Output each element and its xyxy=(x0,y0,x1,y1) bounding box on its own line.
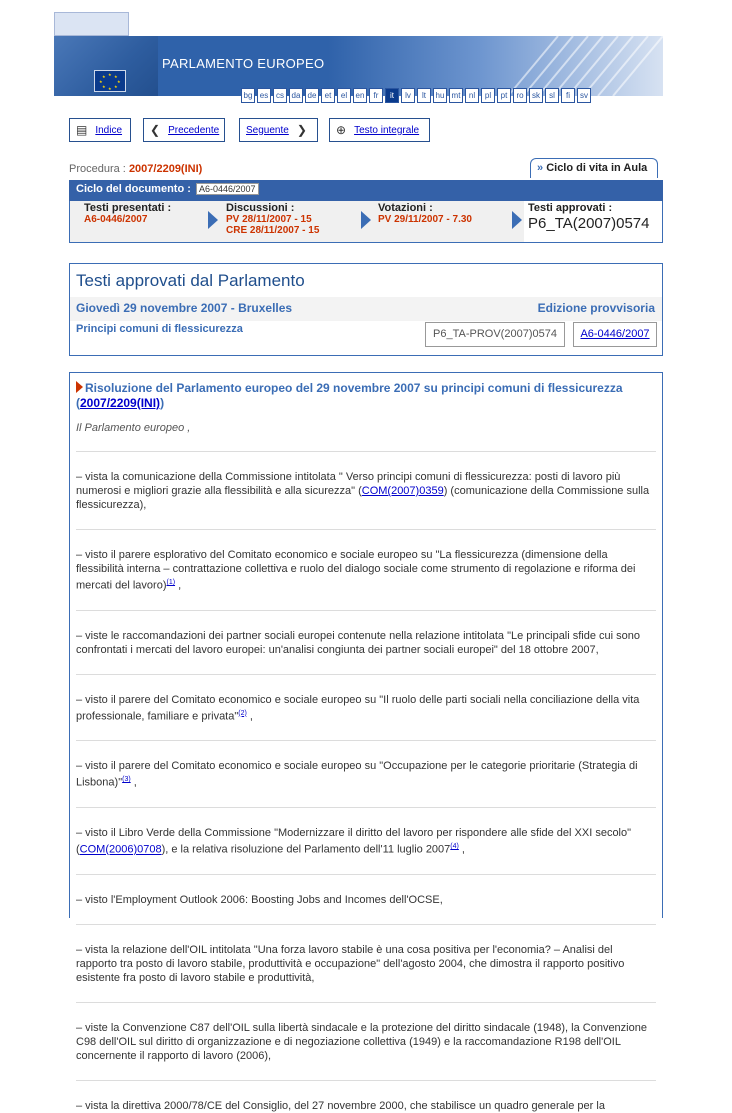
arrow-right-icon xyxy=(208,211,218,229)
arrow-right-icon xyxy=(361,211,371,229)
date-row xyxy=(70,297,662,321)
language-link-lt[interactable]: lt xyxy=(417,88,431,103)
language-link-sk[interactable]: sk xyxy=(529,88,543,103)
com-link[interactable]: COM(2006)0708 xyxy=(79,843,162,856)
recital: – vista la comunicazione della Commissione intitolata " Verso principi comuni di flessicurezza: posti di lavoro più numerosi e migliori grazie alla flessibilità e alla sicurezza" (COM(2007)0359) (comunicazione della Commissione sulla flessicurezza), xyxy=(76,471,650,511)
language-link-da[interactable]: da xyxy=(289,88,303,103)
recital: – viste la Convenzione C87 dell'OIL sulla libertà sindacale e la protezione del diritto sindacale (1948), la Convenzione C98 dell'OIL sul diritto di organizzazione e di negoziazione collettiva (1949) e la raccomandazione R198 dell'OIL concernente il rapporto di lavoro (2006), xyxy=(76,1021,647,1062)
language-link-fi[interactable]: fi xyxy=(561,88,575,103)
double-arrow-icon: » xyxy=(537,162,544,174)
language-link-et[interactable]: et xyxy=(321,88,335,103)
language-link-ro[interactable]: ro xyxy=(513,88,527,103)
divider xyxy=(76,874,656,875)
recital: – visto il parere esplorativo del Comitato economico e sociale europeo su "La flessicurezza (dimensione della flessibilità interna – contrattazione collettiva e ruolo del dialogo sociale come strumento di regolazione e riforma dei mercati del lavoro)$^{(1)}$ , xyxy=(76,549,636,592)
report-ref-link[interactable]: A6-0446/2007 xyxy=(580,328,650,340)
recital: – vista la direttiva 2000/78/CE del Consiglio, del 27 novembre 2000, che stabilisce un quadro generale per la xyxy=(76,1099,605,1112)
edition-label: Edizione provvisoria xyxy=(537,301,655,315)
divider xyxy=(76,924,656,925)
recital: – visto l'Employment Outlook 2006: Boosting Jobs and Incomes dell'OCSE, xyxy=(76,893,443,906)
triangle-right-icon xyxy=(76,381,83,393)
language-link-el[interactable]: el xyxy=(337,88,351,103)
divider xyxy=(76,1080,656,1081)
subject-title: Principi comuni di flessicurezza xyxy=(76,323,243,335)
banner-graphic xyxy=(328,36,663,96)
doc-cycle-value: A6-0446/2007 xyxy=(196,183,259,195)
language-link-mt[interactable]: mt xyxy=(449,88,463,103)
language-link-fr[interactable]: fr xyxy=(369,88,383,103)
stage-link[interactable]: CRE 28/11/2007 - 15 xyxy=(226,225,320,236)
language-link-it[interactable]: it xyxy=(385,88,399,103)
language-link-de[interactable]: de xyxy=(305,88,319,103)
stage-votes: Votazioni : PV 29/11/2007 - 7.30 xyxy=(374,201,512,242)
recital: – viste le raccomandazioni dei partner sociali europei contenute nella relazione intitolata "Le principali sfide cui sono confrontati i mercati del lavoro europei: un'analisi congiunta dei partner sociali europei" del 18 ottobre 2007, xyxy=(76,629,641,656)
index-button[interactable] xyxy=(69,118,131,142)
language-link-hu[interactable]: hu xyxy=(433,88,447,103)
page-title: Testi approvati dal Parlamento xyxy=(76,271,305,290)
divider xyxy=(76,610,656,611)
language-link-en[interactable]: en xyxy=(353,88,367,103)
parliament-logo xyxy=(54,36,158,96)
recital: – visto il parere del Comitato economico e sociale europeo su "Il ruolo delle parti sociali nella conciliazione della vita professionale, familiare e privata"$^{(2)}$ , xyxy=(76,693,640,723)
language-link-lv[interactable]: lv xyxy=(401,88,415,103)
eu-flag-icon: ★ ★ ★ ★ ★ ★ ★ ★ xyxy=(94,70,126,92)
language-link-bg[interactable]: bg xyxy=(241,88,255,103)
procedure-stages xyxy=(69,201,663,243)
language-link-pl[interactable]: pl xyxy=(481,88,495,103)
stage-link[interactable]: PV 29/11/2007 - 7.30 xyxy=(378,214,472,225)
stage-link[interactable]: PV 28/11/2007 - 15 xyxy=(226,214,312,225)
plus-circle-icon: ⊕ xyxy=(336,123,347,137)
com-link[interactable]: COM(2007)0359 xyxy=(361,485,444,497)
next-button[interactable] xyxy=(239,118,318,142)
banner-lines-icon xyxy=(328,36,663,96)
resolution-title: Risoluzione del Parlamento europeo del 29 novembre 2007 su principi comuni di flessicurezza (2007/2209(INI)) xyxy=(76,381,623,410)
report-ref-box xyxy=(573,322,657,347)
language-bar xyxy=(241,88,665,105)
chevron-right-icon: ❯ xyxy=(296,123,307,137)
stage-link[interactable]: A6-0446/2007 xyxy=(84,214,148,225)
doc-cycle-bar: Ciclo del documento : A6-0446/2007 xyxy=(69,180,663,201)
divider xyxy=(76,529,656,530)
stage-debates: Discussioni : PV 28/11/2007 - 15 CRE 28/11/2007 - 15 xyxy=(222,201,360,242)
divider xyxy=(76,1002,656,1003)
recital: – visto il parere del Comitato economico e sociale europeo su "Occupazione per le categorie prioritarie (Strategia di Lisbona)"$^{(3)}$ , xyxy=(76,760,638,789)
index-link[interactable]: Indice xyxy=(95,124,123,136)
language-link-cs[interactable]: cs xyxy=(273,88,287,103)
footnote-link[interactable]: (3) xyxy=(122,776,131,784)
lifecycle-tab[interactable]: » Ciclo di vita in Aula xyxy=(530,158,658,178)
stage-adopted: Testi approvati : P6_TA(2007)0574 xyxy=(524,201,662,242)
site-banner xyxy=(54,36,663,96)
footnote-link[interactable]: (4) xyxy=(450,842,459,850)
previous-button[interactable] xyxy=(143,118,225,142)
language-link-pt[interactable]: pt xyxy=(497,88,511,103)
full-text-button[interactable] xyxy=(329,118,430,142)
adopted-texts-box xyxy=(69,263,663,356)
stage-submitted: Testi presentati : A6-0446/2007 xyxy=(80,201,208,242)
top-tab xyxy=(54,12,129,36)
language-link-sv[interactable]: sv xyxy=(577,88,591,103)
footnote-link[interactable]: (2) xyxy=(238,709,247,717)
previous-link[interactable]: Precedente xyxy=(168,124,220,136)
procedure-code: 2007/2209(INI) xyxy=(128,163,203,175)
footnote-link[interactable]: (1) xyxy=(166,579,176,586)
full-text-link[interactable]: Testo integrale xyxy=(354,124,420,136)
recital: – visto il Libro Verde della Commissione "Modernizzare il diritto del lavoro per rispondere alle sfide del XXI secolo" (COM(2006)0708), e la relativa risoluzione del Parlamento dell'11 luglio 2007$^{(4)}$ , xyxy=(76,826,632,856)
divider xyxy=(76,674,656,675)
document-body xyxy=(69,372,663,1112)
divider xyxy=(76,451,656,452)
procedure-label: Procedura : 2007/2209(INI) xyxy=(69,163,203,175)
session-date: Giovedì 29 novembre 2007 - Bruxelles xyxy=(76,301,293,315)
recital: – vista la relazione dell'OIL intitolata "Una forza lavoro stabile è una cosa positiva per l'economia? – Analisi del rapporto tra posto di lavoro stabile, produttività e occupazione" dell'agosto 2004, che dimostra il rapporto positivo esistente fra posto di lavoro stabile e produttività, xyxy=(76,943,625,984)
provisional-ref: P6_TA-PROV(2007)0574 xyxy=(425,322,565,347)
divider xyxy=(76,740,656,741)
language-link-sl[interactable]: sl xyxy=(545,88,559,103)
chevron-left-icon: ❮ xyxy=(150,123,161,137)
language-link-es[interactable]: es xyxy=(257,88,271,103)
arrow-right-icon xyxy=(512,211,522,229)
document-icon: ▤ xyxy=(76,123,88,137)
next-link[interactable]: Seguente xyxy=(246,124,289,136)
parliament-intro: Il Parlamento europeo , xyxy=(76,422,191,434)
procedure-link[interactable]: 2007/2209(INI) xyxy=(80,396,161,410)
language-link-nl[interactable]: nl xyxy=(465,88,479,103)
site-title: PARLAMENTO EUROPEO xyxy=(158,36,328,96)
divider xyxy=(76,807,656,808)
